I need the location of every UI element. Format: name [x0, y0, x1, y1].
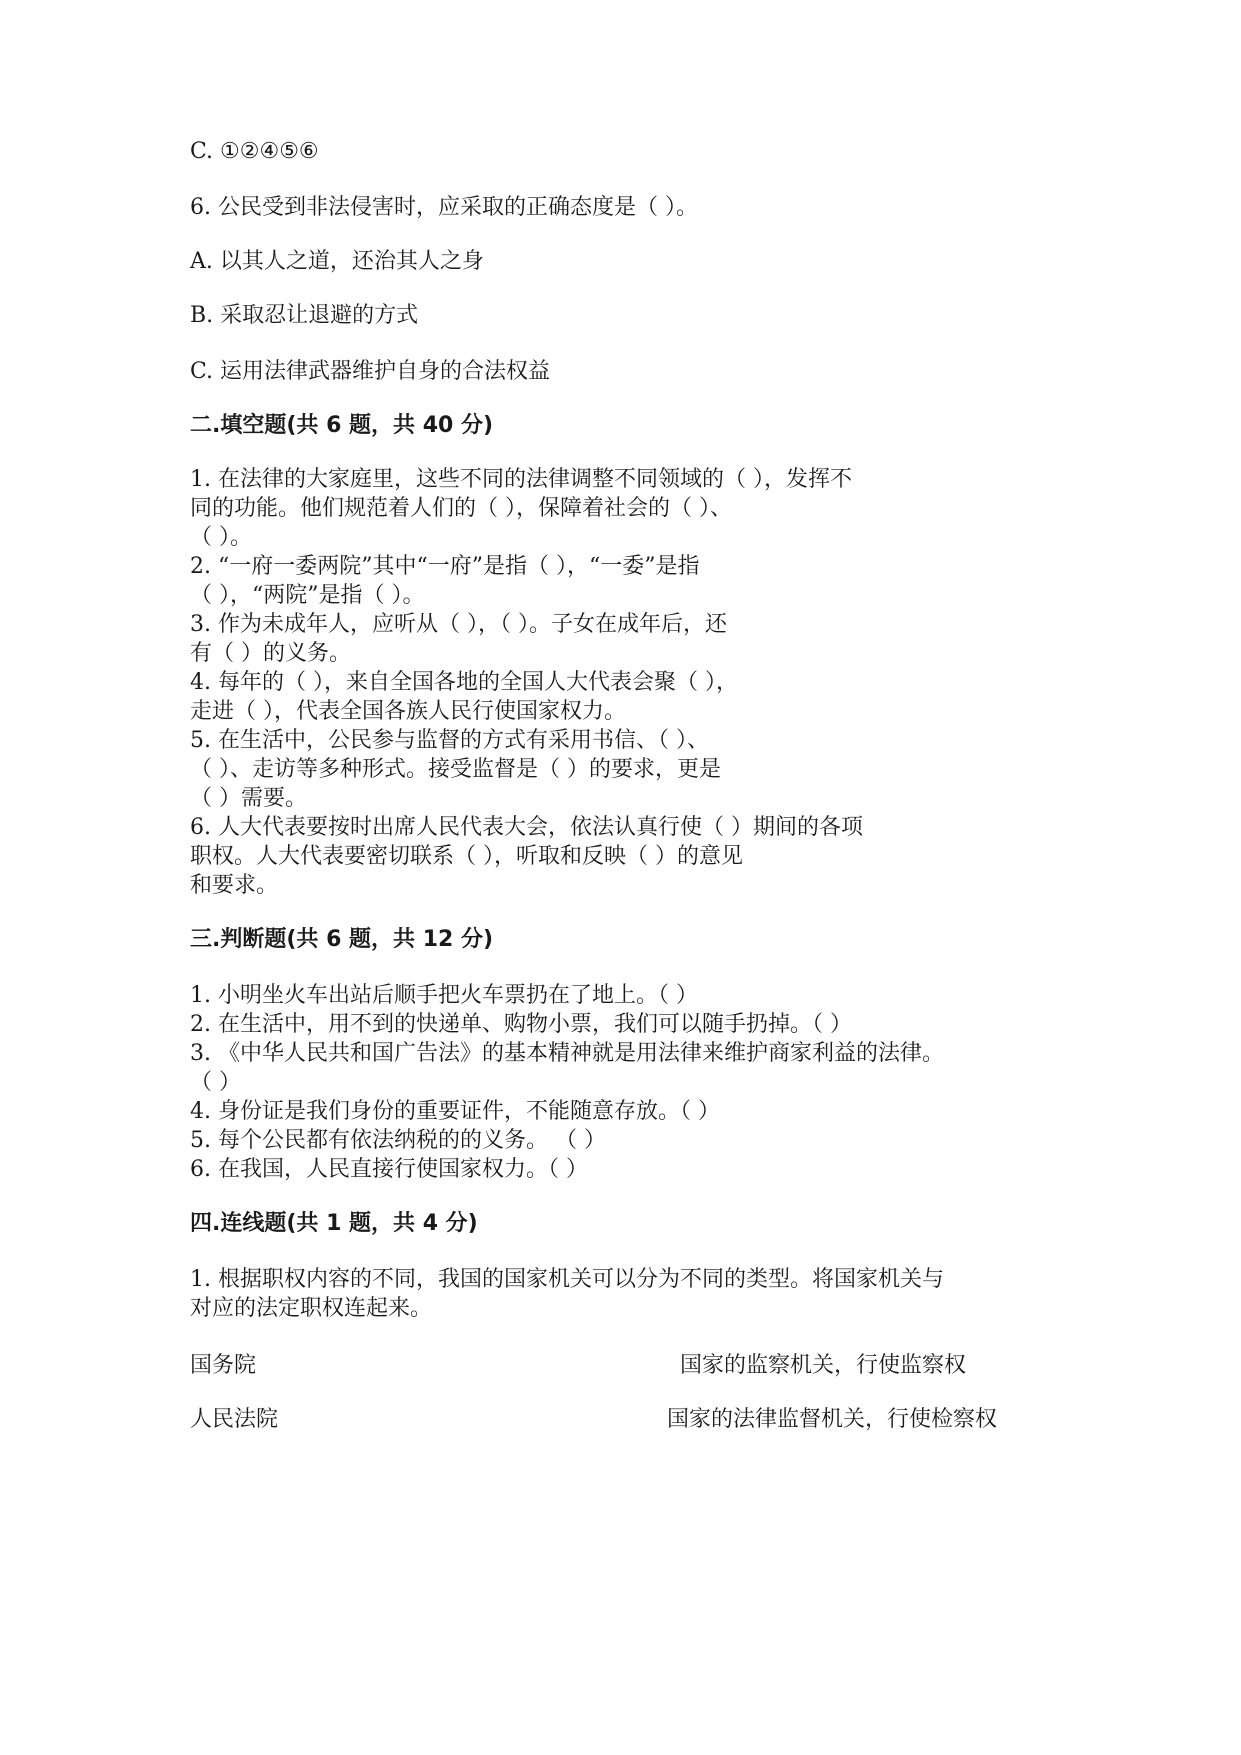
- fill-blank-line: 2. “一府一委两院”其中“一府”是指（ ），“一委”是指: [190, 554, 700, 579]
- fill-blank-line: 同的功能。他们规范着人们的（ ），保障着社会的（ ）、: [190, 496, 732, 521]
- matching-left-item: 人民法院: [190, 1407, 279, 1432]
- option-c-previous: C. ①②④⑤⑥: [190, 139, 319, 164]
- section-heading-true-false: 三.判断题(共 6 题，共 12 分): [190, 927, 494, 952]
- fill-blank-line: 和要求。: [190, 873, 279, 898]
- question-6-option-c: C. 运用法律武器维护自身的合法权益: [190, 359, 551, 384]
- fill-blank-line: 4. 每年的（ ），来自全国各地的全国人大代表会聚（ ），: [190, 670, 738, 695]
- matching-right-item: 国家的法律监督机关，行使检察权: [667, 1407, 998, 1432]
- fill-blank-line: 有（ ）的义务。: [190, 641, 351, 666]
- fill-blank-line: （ ）。: [190, 525, 252, 550]
- true-false-line: 3. 《中华人民共和国广告法》的基本精神就是用法律来维护商家利益的法律。: [190, 1041, 944, 1066]
- fill-blank-line: 1. 在法律的大家庭里，这些不同的法律调整不同领域的（ ），发挥不: [190, 467, 852, 492]
- question-6-option-a: A. 以其人之道，还治其人之身: [190, 249, 484, 274]
- question-6-option-b: B. 采取忍让退避的方式: [190, 303, 419, 328]
- true-false-line: 1. 小明坐火车出站后顺手把火车票扔在了地上。（ ）: [190, 983, 698, 1008]
- true-false-line: 5. 每个公民都有依法纳税的的义务。 （ ）: [190, 1128, 606, 1153]
- matching-right-item: 国家的监察机关，行使监察权: [680, 1353, 967, 1378]
- fill-blank-line: 6. 人大代表要按时出席人民代表大会，依法认真行使（ ）期间的各项: [190, 815, 863, 840]
- fill-blank-line: 职权。人大代表要密切联系（ ），听取和反映（ ）的意见: [190, 844, 743, 869]
- section-heading-matching: 四.连线题(共 1 题，共 4 分): [190, 1211, 478, 1236]
- matching-stem-line: 对应的法定职权连起来。: [190, 1296, 433, 1321]
- fill-blank-line: （ ）、走访等多种形式。接受监督是（ ）的要求，更是: [190, 757, 721, 782]
- fill-blank-line: 走进（ ），代表全国各族人民行使国家权力。: [190, 699, 626, 724]
- true-false-line: （ ）: [190, 1070, 241, 1095]
- fill-blank-line: 3. 作为未成年人，应听从（ ），（ ）。子女在成年后，还: [190, 612, 727, 637]
- true-false-line: 4. 身份证是我们身份的重要证件，不能随意存放。（ ）: [190, 1099, 720, 1124]
- fill-blank-line: （ ），“两院”是指（ ）。: [190, 583, 425, 608]
- true-false-line: 6. 在我国，人民直接行使国家权力。（ ）: [190, 1157, 588, 1182]
- matching-left-item: 国务院: [190, 1353, 257, 1378]
- section-heading-fill-blank: 二.填空题(共 6 题，共 40 分): [190, 413, 494, 438]
- fill-blank-line: （ ）需要。: [190, 786, 307, 811]
- question-6-stem: 6. 公民受到非法侵害时，应采取的正确态度是（ ）。: [190, 195, 698, 220]
- matching-stem-line: 1. 根据职权内容的不同，我国的国家机关可以分为不同的类型。将国家机关与: [190, 1267, 944, 1292]
- true-false-line: 2. 在生活中，用不到的快递单、购物小票，我们可以随手扔掉。（ ）: [190, 1012, 852, 1037]
- fill-blank-line: 5. 在生活中，公民参与监督的方式有采用书信、（ ）、: [190, 728, 709, 753]
